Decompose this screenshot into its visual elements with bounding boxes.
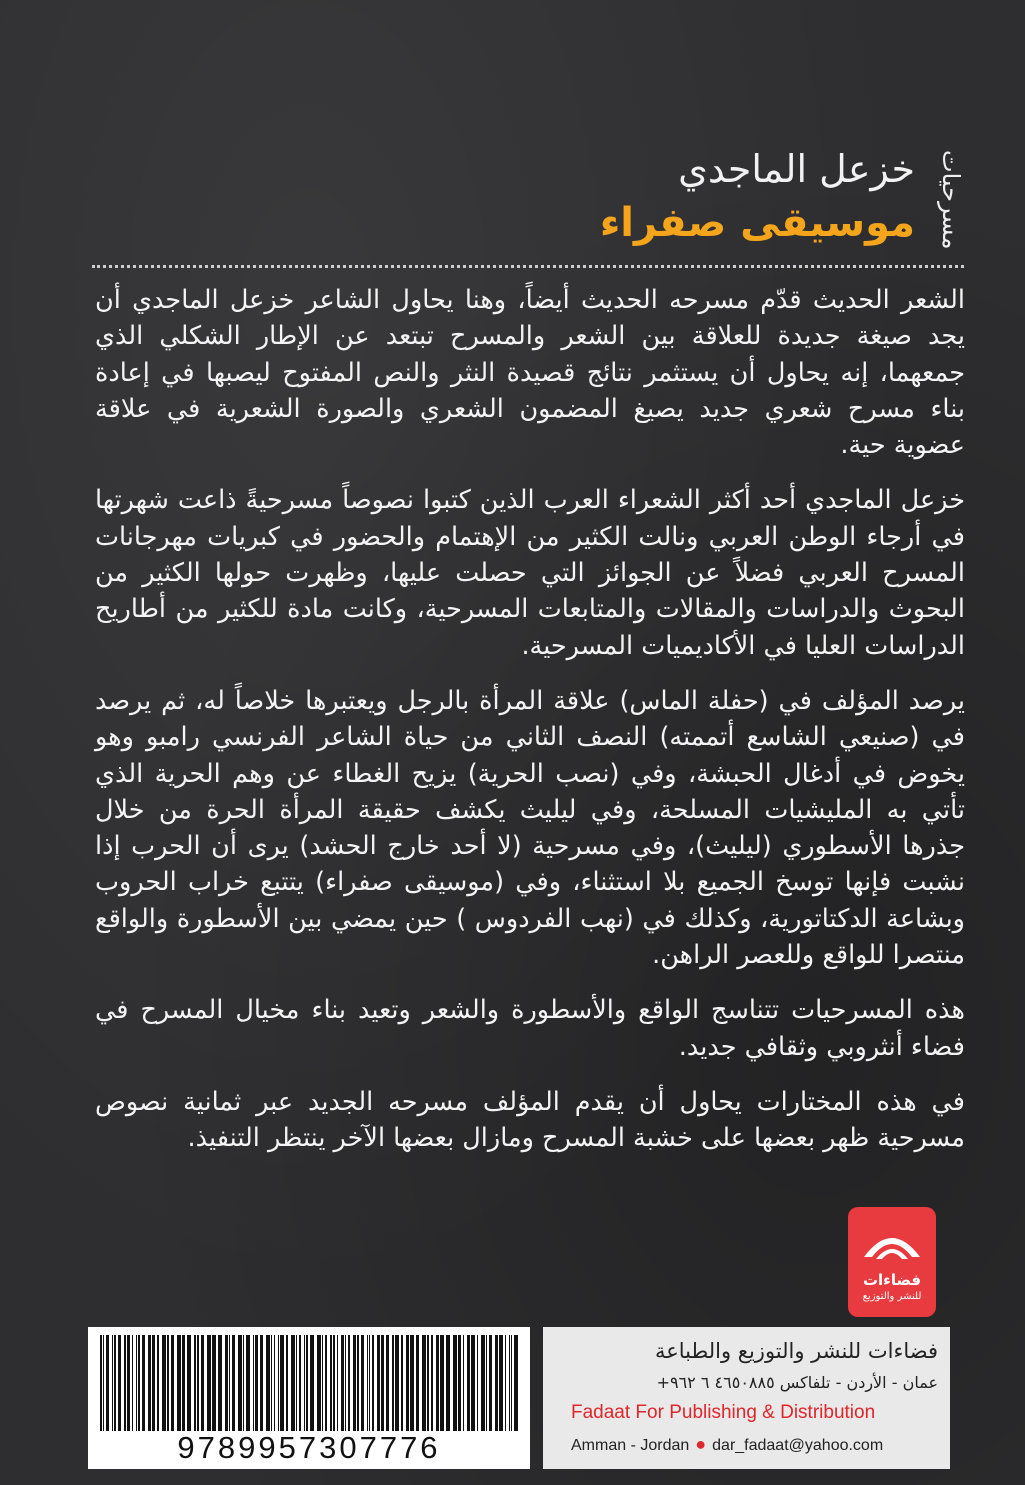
barcode-bar — [369, 1335, 370, 1431]
barcode-bar — [266, 1335, 270, 1431]
barcode-bar — [148, 1335, 151, 1431]
barcode-bar — [357, 1335, 359, 1431]
barcode-bar — [367, 1335, 368, 1431]
barcode-bar — [341, 1335, 344, 1431]
barcode-bar — [392, 1335, 394, 1431]
barcode-bar — [401, 1335, 403, 1431]
blurb-paragraph: خزعل الماجدي أحد أكثر الشعراء العرب الذين كتبوا نصوصاً مسرحيةً ذاعت شهرتها في أرجاء الوطن العربي ونالت الكثير من الإهتمام والحضور في كبريات مهرجانات المسرح العربي فضلاً عن الجوائز التي حصلت عليها، وظهرت حولها الكثير من البحوث والدراسات والمقالات والمتابعات المسرحية، وكانت مادة للكثير من أطاريح الدراسات العليا في الأكاديميات المسرحية. — [95, 485, 965, 661]
barcode-bar — [471, 1335, 475, 1431]
barcode-bar — [386, 1335, 389, 1431]
barcode-bar — [260, 1335, 263, 1431]
barcode — [88, 1327, 530, 1469]
barcode-bars — [98, 1335, 520, 1431]
barcode-bar — [395, 1335, 399, 1431]
barcode-bar — [114, 1335, 116, 1431]
barcode-bar — [280, 1335, 284, 1431]
barcode-bar — [207, 1335, 211, 1431]
barcode-bar — [171, 1335, 174, 1431]
logo-name: فضاءات — [862, 1271, 922, 1289]
barcode-bar — [489, 1335, 492, 1431]
barcode-bar — [232, 1335, 235, 1431]
barcode-bar — [463, 1335, 464, 1431]
barcode-bar — [138, 1335, 140, 1431]
barcode-bar — [481, 1335, 485, 1431]
publisher-name-en: Fadaat For Publishing & Distribution — [571, 1402, 876, 1423]
barcode-bar — [372, 1335, 374, 1431]
barcode-bar — [286, 1335, 288, 1431]
barcode-bar — [410, 1335, 414, 1431]
barcode-bar — [253, 1335, 254, 1431]
barcode-bar — [296, 1335, 297, 1431]
isbn-number: 9789957307776 — [177, 1430, 441, 1465]
barcode-bar — [377, 1335, 380, 1431]
barcode-bar — [225, 1335, 228, 1431]
barcode-bar — [381, 1335, 384, 1431]
barcode-bar — [353, 1335, 356, 1431]
barcode-bar — [325, 1335, 327, 1431]
barcode-bar — [182, 1335, 185, 1431]
barcode-bar — [330, 1335, 332, 1431]
barcode-bar — [322, 1335, 323, 1431]
barcode-bar — [212, 1335, 216, 1431]
blurb-paragraph: هذه المسرحيات تتناسج الواقع والأسطورة والشعر وتعيد بناء مخيال المسرح في فضاء أنثروبي وثقافي جديد. — [95, 995, 965, 1062]
barcode-bar — [406, 1335, 409, 1431]
blurb-paragraph: الشعر الحديث قدّم مسرحه الحديث أيضاً، وهنا يحاول الشاعر خزعل الماجدي أن يجد صيغة جديدة للعلاقة بين الشعر والمسرح تبتعد عن الإطار الشكلي الذي جمعهما، إنه يحاول أن يستثمر نتائج قصيدة النثر والنص المفتوح ليصبها في إعادة بناء مسرح شعري جديد يصيغ المضمون الشعري والصورة الشعرية في علاقة عضوية حية. — [95, 285, 965, 461]
barcode-bar — [446, 1335, 450, 1431]
logo-subtitle: للنشر والتوزيع — [862, 1291, 922, 1302]
book-title: موسيقى صفراء — [599, 200, 915, 246]
barcode-bar — [238, 1335, 242, 1431]
barcode-bar — [427, 1335, 429, 1431]
barcode-bar — [103, 1335, 104, 1431]
barcode-bar — [499, 1335, 503, 1431]
barcode-bar — [127, 1335, 130, 1431]
blurb — [95, 282, 965, 1176]
barcode-bar — [157, 1335, 159, 1431]
barcode-bar — [194, 1335, 196, 1431]
barcode-bar — [299, 1335, 301, 1431]
series-label: مسرحيات — [937, 150, 965, 250]
barcode-bar — [422, 1335, 426, 1431]
barcode-bar — [486, 1335, 487, 1431]
barcode-bar — [304, 1335, 305, 1431]
barcode-bar — [271, 1335, 272, 1431]
barcode-bar — [306, 1335, 308, 1431]
barcode-bar — [361, 1335, 364, 1431]
barcode-bar — [152, 1335, 155, 1431]
barcode-bar — [345, 1335, 346, 1431]
barcode-bar — [229, 1335, 230, 1431]
barcode-bar — [201, 1335, 204, 1431]
barcode-bar — [187, 1335, 191, 1431]
barcode-bar — [317, 1335, 321, 1431]
barcode-bar — [106, 1335, 109, 1431]
barcode-bar — [416, 1335, 419, 1431]
barcode-bar — [431, 1335, 433, 1431]
publisher-name-ar: فضاءات للنشر والتوزيع والطباعة — [654, 1339, 938, 1363]
barcode-bar — [477, 1335, 478, 1431]
blurb-paragraph: في هذه المختارات يحاول أن يقدم المؤلف مسرحه الجديد عبر ثمانية نصوص مسرحية ظهر بعضها على خشبة المسرح ومازال بعضها الآخر ينتظر التنفيذ. — [95, 1086, 965, 1154]
barcode-bar — [458, 1335, 461, 1431]
barcode-bar — [514, 1335, 518, 1431]
publisher-email[interactable]: dar_fadaat@yahoo.com — [712, 1437, 884, 1454]
barcode-bar — [509, 1335, 510, 1431]
barcode-bar — [467, 1335, 470, 1431]
bullet-icon: ● — [695, 1434, 707, 1454]
barcode-bar — [246, 1335, 250, 1431]
barcode-bar — [440, 1335, 444, 1431]
barcode-bar — [274, 1335, 275, 1431]
barcode-bar — [505, 1335, 506, 1431]
publisher-city: Amman - Jordan — [571, 1437, 690, 1454]
barcode-bar — [100, 1335, 102, 1431]
barcode-bar — [124, 1335, 126, 1431]
book-wings-icon — [860, 1217, 924, 1267]
barcode-bar — [436, 1335, 439, 1431]
barcode-bar — [495, 1335, 498, 1431]
publisher-info — [543, 1327, 950, 1469]
barcode-bar — [132, 1335, 133, 1431]
barcode-bar — [348, 1335, 350, 1431]
barcode-bar — [162, 1335, 166, 1431]
barcode-bar — [142, 1335, 145, 1431]
publisher-logo — [848, 1207, 936, 1317]
barcode-bar — [243, 1335, 244, 1431]
barcode-bar — [255, 1335, 258, 1431]
barcode-bar — [337, 1335, 338, 1431]
blurb-paragraph: يرصد المؤلف في (حفلة الماس) علاقة المرأة بالرجل ويعتبرها خلاصاً له، ثم يرصد في (صنيعي الشاسع أتممته) النصف الثاني من حياة الشاعر الفرنسي رامبو وهو يخوض في أدغال الحبشة، وفي (نصب الحرية) يزيح الغطاء عن وهم الحرية الذي تأتي به المليشيات المسلحة، وفي ليليث يكشف حقيقة المرأة الحرة من خلال جذرها الأسطوري (ليليث)، وفي مسرحية (لا أحد خارج الحشد) يرى أن الحرب إذا نشبت فإنها توسخ الجميع بلا استثناء، وفي (موسيقى صفراء) يتتبع خراب الحروب وبشاعة الدكتاتورية، وكذلك في (نهب الفردوس ) حين يمضي بين الأسطورة والواقع منتصرا للواقع وللعصر الراهن. — [95, 685, 965, 971]
barcode-bar — [167, 1335, 169, 1431]
dotted-divider — [92, 265, 964, 268]
publisher-contact-en — [571, 1433, 946, 1457]
barcode-bar — [511, 1335, 512, 1431]
barcode-bar — [310, 1335, 314, 1431]
barcode-bar — [197, 1335, 199, 1431]
author-name: خزعل الماجدي — [678, 147, 915, 191]
barcode-bar — [136, 1335, 137, 1431]
barcode-bar — [112, 1335, 113, 1431]
barcode-bar — [218, 1335, 222, 1431]
barcode-bar — [333, 1335, 335, 1431]
barcode-bar — [291, 1335, 295, 1431]
barcode-bar — [453, 1335, 457, 1431]
barcode-bar — [177, 1335, 181, 1431]
barcode-bar — [278, 1335, 279, 1431]
publisher-address-ar: عمان - الأردن - تلفاكس ٤٦٥٠٨٨٥ ٦ ٩٦٢+ — [656, 1373, 938, 1392]
barcode-bar — [118, 1335, 121, 1431]
